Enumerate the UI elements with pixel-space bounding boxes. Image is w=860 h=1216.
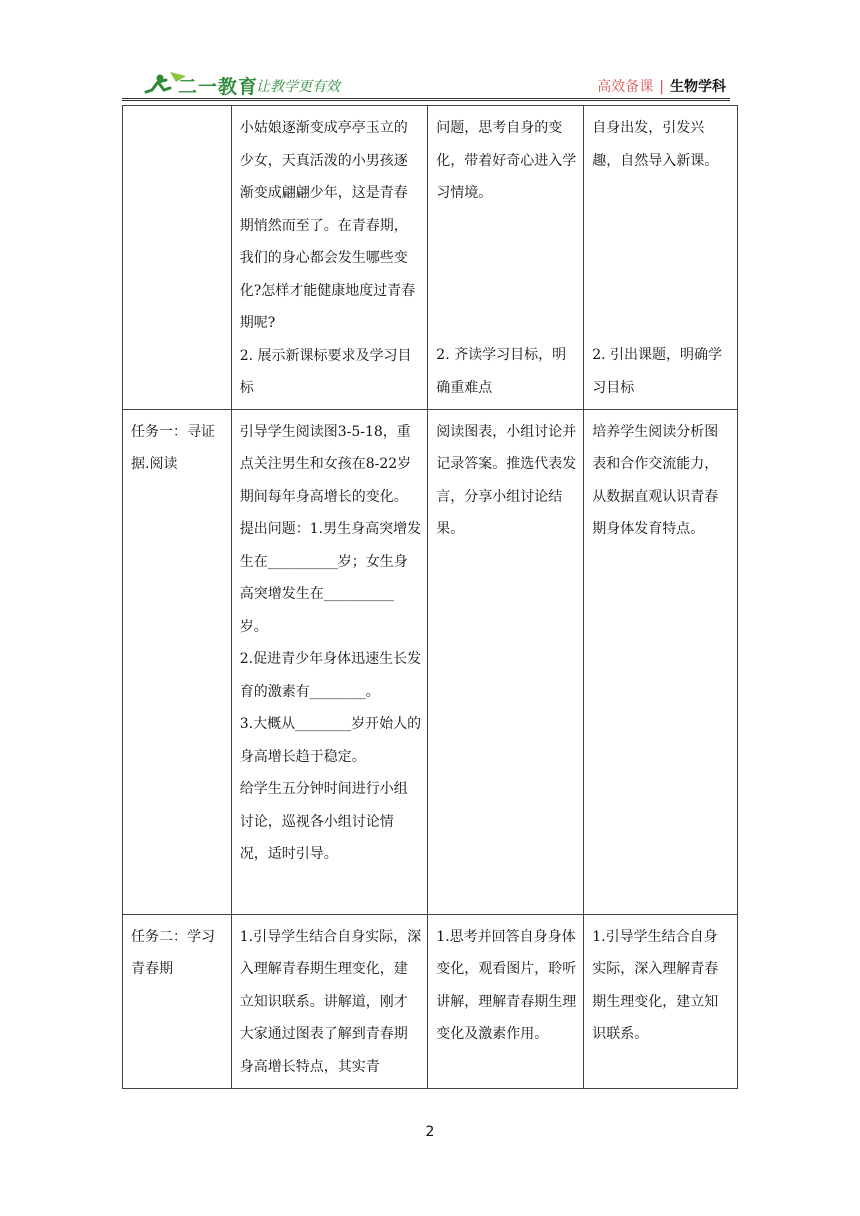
row2-stage-cell: 任务一：寻证据.阅读 — [123, 409, 232, 914]
row1-teacher-text-a: 小姑娘逐渐变成亭亭玉立的少女，天真活泼的小男孩逐渐变成翩翩少年，这是青春期悄然而至了。在青春期，我们的身心都会发生哪些变化?怎样才能健康地度过青春期呢? — [239, 120, 416, 331]
table-row — [123, 914, 738, 1088]
row1-intent-cell — [584, 106, 738, 410]
table-row — [123, 409, 738, 914]
page-number: 2 — [425, 1124, 435, 1140]
row1-stage-cell — [123, 106, 232, 410]
row2-teacher-p2: 提出问题：1.男生身高突增发生在__________岁；女生身高突增发生在__________岁。 — [239, 521, 422, 635]
logo-text: 二一教育 — [178, 76, 259, 98]
row2-teacher-p1: 引导学生阅读图3-5-18，重点关注男生和女孩在8-22岁期间每年身高增长的变化。 — [239, 423, 412, 505]
row3-intent-cell: 1.引导学生结合自身实际，深入理解青春期生理变化，建立知识联系。 — [584, 914, 738, 1088]
row2-intent-cell: 培养学生阅读分析图表和合作交流能力，从数据直观认识青春期身体发育特点。 — [584, 409, 738, 914]
row3-stage-cell: 任务二：学习青春期 — [123, 914, 232, 1088]
row2-teacher-p4: 3.大概从________岁开始人的身高增长趋于稳定。 — [239, 716, 422, 765]
table-row — [123, 106, 738, 410]
row1-intent-text-b: 2. 引出课题，明确学习目标 — [592, 347, 723, 396]
page-header — [122, 60, 730, 100]
header-separator: | — [659, 79, 664, 95]
row1-teacher-text-b: 2. 展示新课标要求及学习目标 — [239, 347, 412, 396]
lesson-table — [122, 105, 738, 1089]
header-rule — [122, 98, 730, 99]
row1-teacher-cell — [231, 106, 428, 410]
row1-student-text-a: 问题，思考自身的变化，带着好奇心进入学习情境。 — [436, 120, 577, 201]
slogan: 让教学更有效 — [256, 79, 340, 95]
row2-teacher-cell — [231, 409, 428, 914]
row1-intent-text-a: 自身出发，引发兴趣，自然导入新课。 — [592, 120, 719, 169]
row1-student-text-b: 2. 齐读学习目标，明确重难点 — [436, 347, 567, 396]
row1-student-cell — [428, 106, 584, 410]
row3-student-cell: 1.思考并回答自身身体变化，观看图片，聆听讲解，理解青春期生理变化及激素作用。 — [428, 914, 584, 1088]
header-tag: 高效备课 — [597, 79, 654, 95]
row2-teacher-p3: 2.促进青少年身体迅速生长发育的激素有________。 — [239, 651, 422, 700]
row2-teacher-p5: 给学生五分钟时间进行小组讨论，巡视各小组讨论情况，适时引导。 — [239, 781, 408, 862]
header-rule-2 — [122, 100, 730, 101]
header-right — [597, 76, 726, 96]
row2-student-cell: 阅读图表，小组讨论并记录答案。推选代表发言，分享小组讨论结果。 — [428, 409, 584, 914]
header-subject: 生物学科 — [670, 79, 726, 95]
row3-teacher-cell: 1.引导学生结合自身实际，深入理解青春期生理变化，建立知识联系。讲解道，刚才大家通过图表了解到青春期身高增长特点，其实青 — [231, 914, 428, 1088]
